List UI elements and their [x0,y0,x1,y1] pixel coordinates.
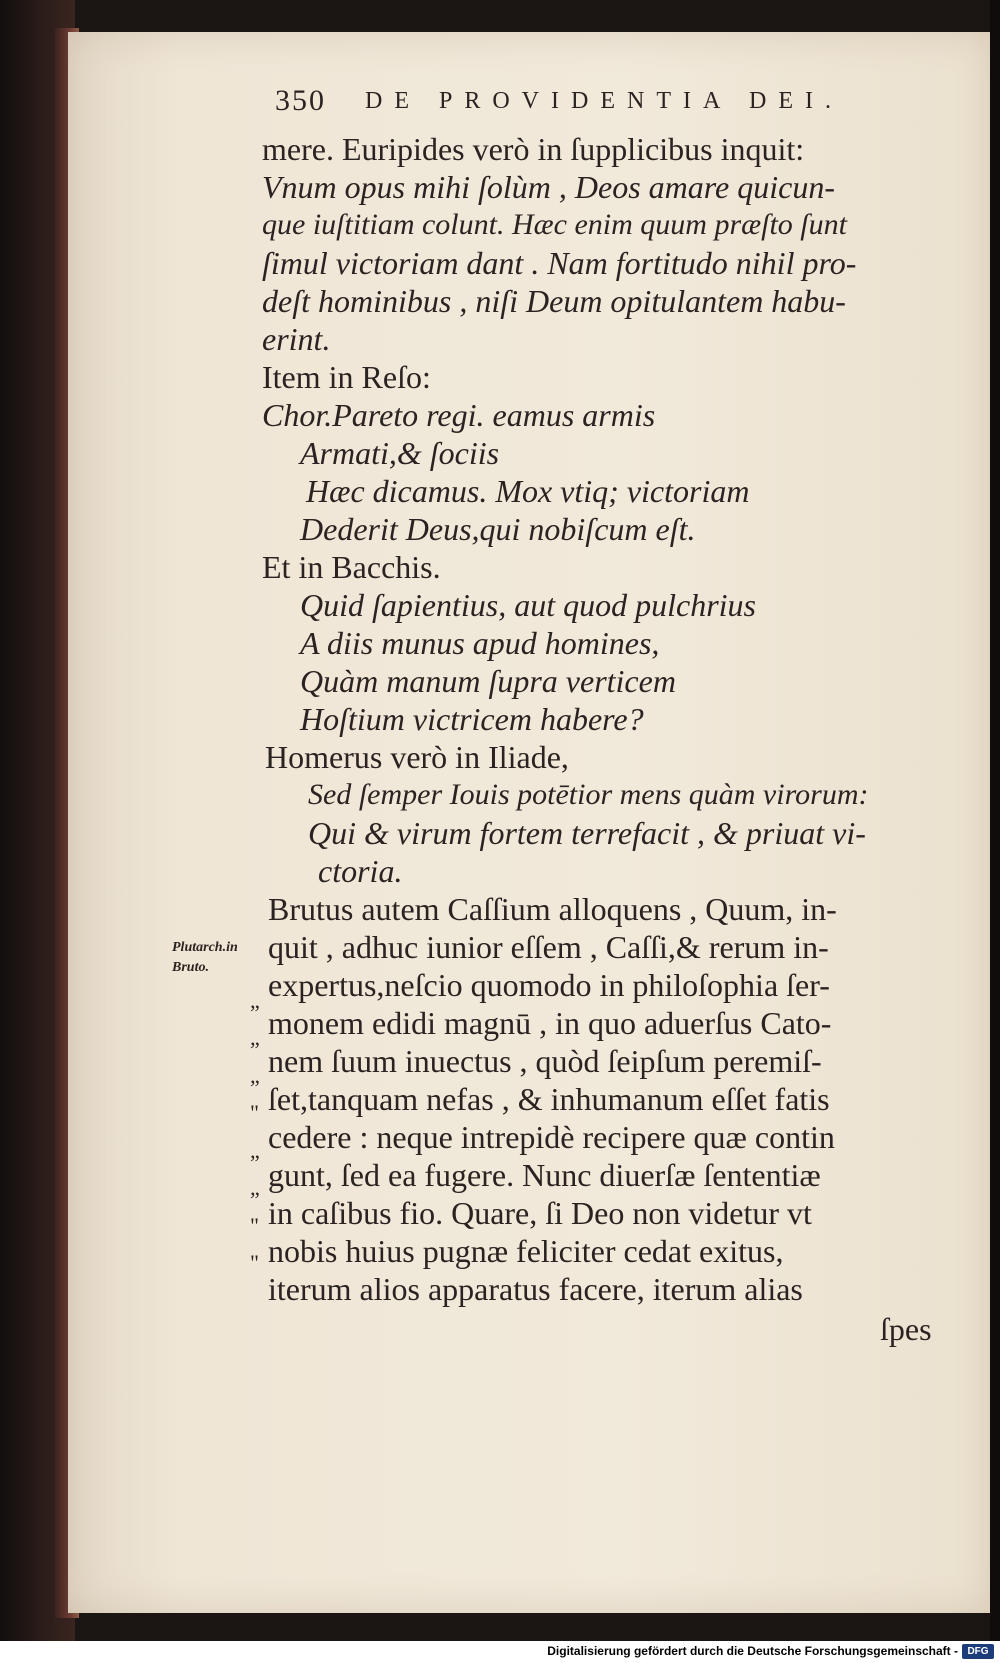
text-line: Item in Reſo: [262,359,431,395]
quote-mark-icon: „ [250,1175,260,1200]
text-line: monem edidi magnū , in quo aduerſus Cato- [268,1005,832,1041]
text-line: ſimul victoriam dant . Nam fortitudo nihil pro- [262,245,857,281]
text-line: A diis munus apud homines, [300,625,660,661]
text-line: nobis huius pugnæ feliciter cedat exitus, [268,1233,784,1269]
text-line: Armati,& ſociis [300,435,500,471]
margin-note-line: Plutarch.in [172,940,238,955]
text-line: Hæc dicamus. Mox vtiq; victoriam [306,473,750,509]
quote-mark-icon: " [250,1213,259,1238]
page-number: 350 [275,84,326,117]
running-title: DE PROVIDENTIA DEI. [365,88,843,114]
digitization-footer [0,1641,1000,1663]
text-line: mere. Euripides verò in ſupplicibus inquit: [262,131,805,167]
catchword: ſpes [880,1311,932,1347]
text-line: Homerus verò in Iliade, [265,739,569,775]
text-line: nem ſuum inuectus , quòd ſeipſum peremiſ- [268,1043,822,1079]
text-line: Quid ſapientius, aut quod pulchrius [300,587,756,623]
text-line: Brutus autem Caſſium alloquens , Quum, in- [268,891,837,927]
text-line: Qui & virum fortem terrefacit , & priuat vi- [308,815,866,851]
text-line: cedere : neque intrepidè recipere quæ contin [268,1119,835,1155]
running-header [275,84,895,124]
quote-mark-icon: „ [250,1063,260,1088]
text-line: deſt hominibus , niſi Deum opitulantem habu- [262,283,846,319]
text-line: Hoſtium victricem habere? [300,701,644,737]
scan-right-edge [990,0,1000,1663]
margin-note-line: Bruto. [172,960,209,975]
text-line: ſet,tanquam nefas , & inhumanum eſſet fatis [268,1081,830,1117]
text-line: Chor.Pareto regi. eamus armis [262,397,656,433]
text-line: Vnum opus mihi ſolùm , Deos amare quicun- [262,169,835,205]
quote-mark-icon: „ [250,1025,260,1050]
text-line: ctoria. [318,853,403,889]
text-line: quit , adhuc iunior eſſem , Caſſi,& rerum in- [268,929,829,965]
quote-mark-icon: " [250,1250,259,1275]
text-line: gunt, ſed ea fugere. Nunc diuerſæ ſententiæ [268,1157,821,1193]
text-line: Sed ſemper Iouis potētior mens quàm virorum: [308,778,869,811]
text-line: expertus,neſcio quomodo in philoſophia ſer- [268,967,830,1003]
dfg-logo-icon: DFG [962,1644,994,1659]
footer-credit: Digitalisierung gefördert durch die Deutsche Forschungsgemeinschaft - [547,1644,958,1658]
text-line: iterum alios apparatus facere, iterum alias [268,1271,803,1307]
text-line: que iuſtitiam colunt. Hæc enim quum præſto ſunt [262,208,847,241]
text-line: in caſibus fio. Quare, ſi Deo non videtur vt [268,1195,812,1231]
quote-mark-icon: " [250,1100,259,1125]
quote-mark-icon: „ [250,1138,260,1163]
quote-mark-icon: „ [250,988,260,1013]
text-line: Quàm manum ſupra verticem [300,663,676,699]
text-line: Dederit Deus,qui nobiſcum eſt. [300,511,696,547]
text-line: erint. [262,321,331,357]
text-line: Et in Bacchis. [262,549,441,585]
